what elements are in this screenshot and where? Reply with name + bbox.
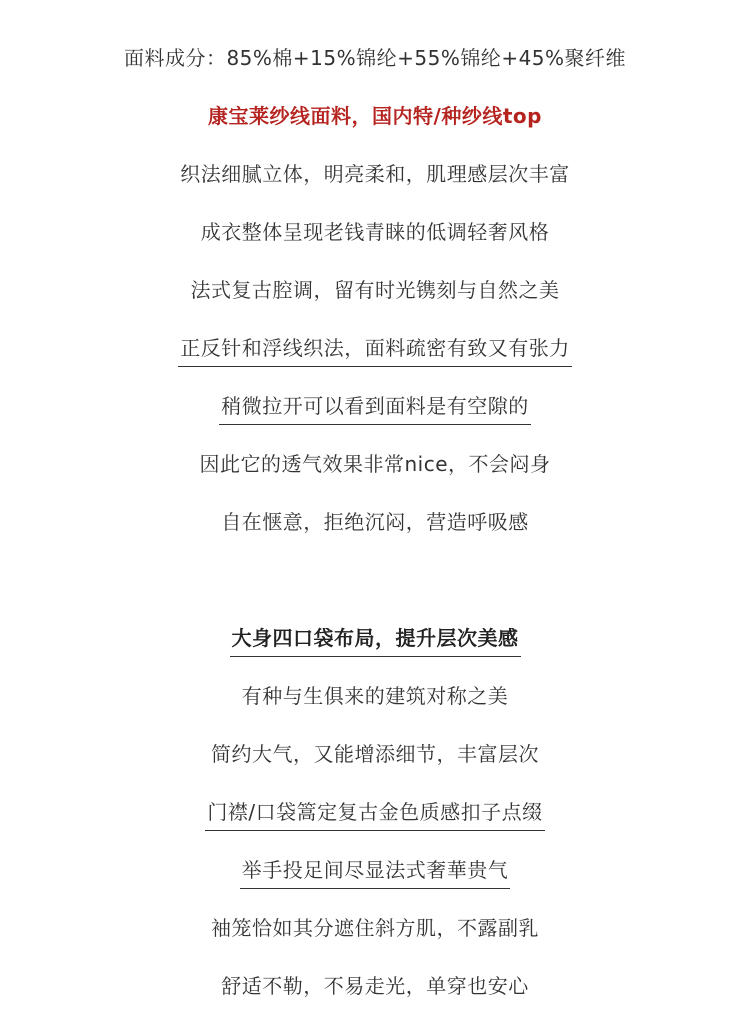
highlight-line: 康宝莱纱线面料，国内特/种纱线top xyxy=(208,104,542,128)
underlined-description-line: 稍微拉开可以看到面料是有空隙的 xyxy=(0,392,750,425)
description-line: 有种与生俱来的建筑对称之美 xyxy=(241,684,509,708)
description-line: 自在惬意，拒绝沉闷，营造呼吸感 xyxy=(221,510,529,534)
underlined-description-line: 举手投足间尽显法式奢華贵气 xyxy=(0,856,750,889)
description-line: 舒适不勒，不易走光，单穿也安心 xyxy=(221,974,529,998)
underlined-description-line: 门襟/口袋篙定复古金色质感扣子点缀 xyxy=(0,798,750,831)
description-line: 法式复古腔调，留有时光镌刻与自然之美 xyxy=(190,278,560,302)
description-line: 成衣整体呈现老钱青睐的低调轻奢风格 xyxy=(200,220,550,244)
description-line: 简约大气，又能增添细节，丰富层次 xyxy=(211,742,539,766)
description-line: 因此它的透气效果非常nice，不会闷身 xyxy=(199,452,551,476)
description-line: 织法细腻立体，明亮柔和，肌理感层次丰富 xyxy=(180,162,570,186)
underlined-description-line: 正反针和浮线织法，面料疏密有致又有张力 xyxy=(0,334,750,367)
section-heading: 大身四口袋布局，提升层次美感 xyxy=(0,624,750,657)
description-line: 袖笼恰如其分遮住斜方肌，不露副乳 xyxy=(211,916,539,940)
fabric-composition-line: 面料成分：85%棉+15%锦纶+55%锦纶+45%聚纤维 xyxy=(123,46,627,70)
